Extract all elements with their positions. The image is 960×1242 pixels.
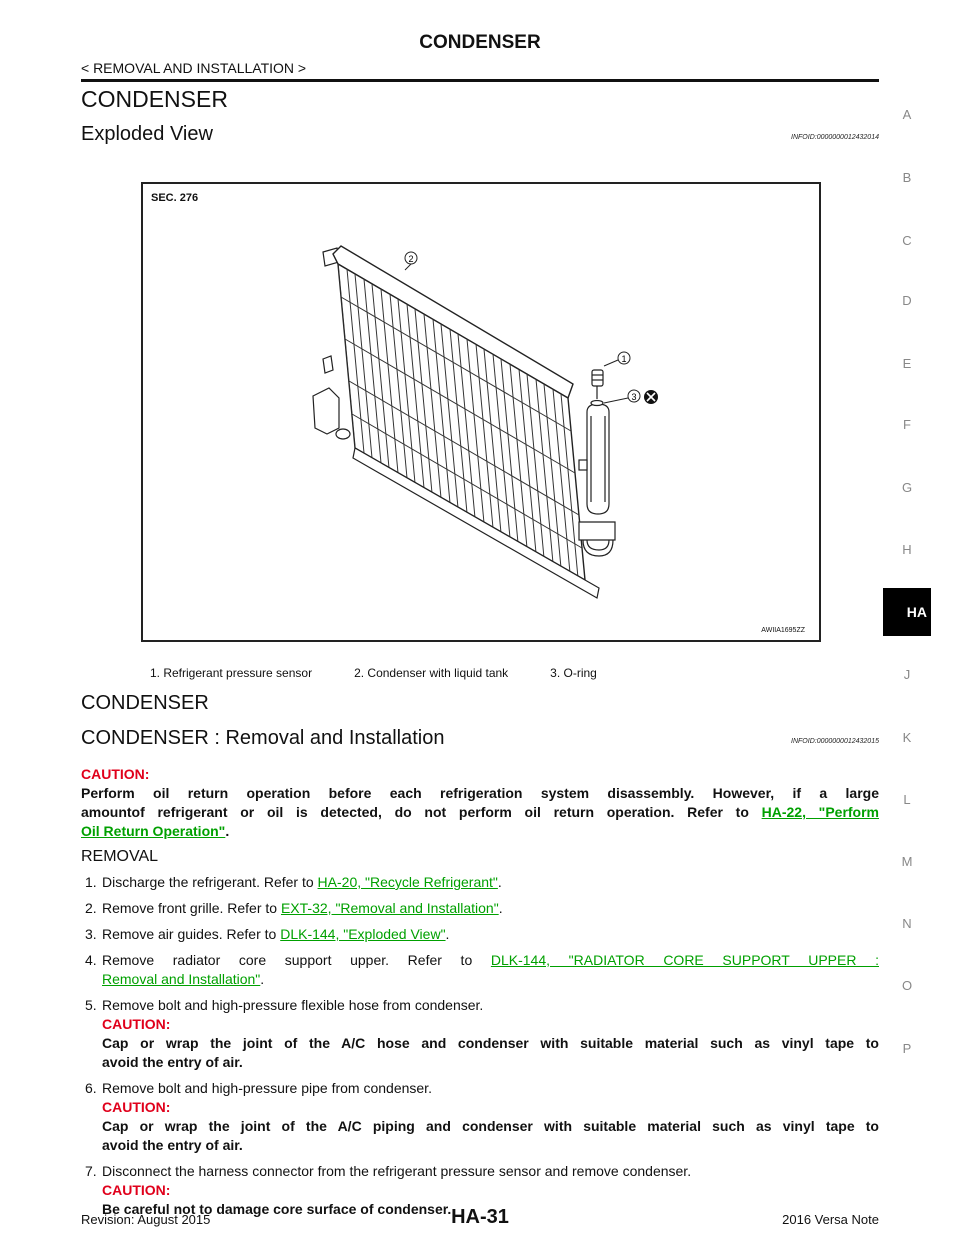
figure-legend [150, 666, 639, 680]
sidebar-letter-c[interactable]: C [902, 233, 912, 248]
sidebar-letter-j[interactable]: J [903, 667, 911, 682]
step-link[interactable]: DLK-144, "Exploded View" [280, 926, 446, 942]
step-caution-label: CAUTION: [102, 1099, 171, 1115]
callout-1-label: 1 [621, 354, 627, 364]
condenser-core [333, 246, 599, 598]
caution-line-1: Perform oil return operation before each refrigeration system disassembly. However, if a large [81, 785, 879, 801]
o-ring [591, 401, 603, 406]
section2-heading: CONDENSER [81, 692, 209, 714]
exploded-view-figure [141, 182, 821, 642]
section-subheading: Exploded View [81, 123, 213, 145]
replace-part-icon [644, 390, 658, 404]
step-number: 5. [85, 997, 97, 1013]
sidebar-letter-p[interactable]: P [902, 1041, 912, 1056]
sidebar-letter-l[interactable]: L [903, 792, 911, 807]
step-caution-text: Cap or wrap the joint of the A/C piping and condenser with suitable material such as vinyl tape to [102, 1118, 879, 1134]
caution-line-3 [81, 822, 879, 841]
sidebar-letter-a[interactable]: A [902, 107, 912, 122]
caution-line-2 [81, 803, 879, 822]
step-text: Remove air guides. Refer to [102, 926, 281, 942]
legend-item: 2. Condenser with liquid tank [354, 666, 509, 680]
section2-subheading: CONDENSER : Removal and Installation [81, 727, 445, 749]
step-text: Remove bolt and high-pressure pipe from condenser. [102, 1080, 432, 1096]
condenser-illustration [143, 184, 819, 640]
sidebar-active-tab[interactable] [883, 588, 931, 636]
step-link[interactable]: DLK-144, "RADIATOR CORE SUPPORT UPPER : [490, 952, 879, 968]
caution-line-3-tail: . [225, 823, 230, 839]
sidebar-letter-e[interactable]: E [902, 356, 912, 371]
step-link[interactable]: EXT-32, "Removal and Installation" [280, 900, 499, 916]
step-text: Remove front grille. Refer to [102, 900, 281, 916]
removal-steps [85, 873, 879, 1226]
removal-step-6 [85, 1079, 879, 1155]
step-4-line-1 [102, 951, 879, 970]
sidebar-active-label: HA [906, 604, 927, 620]
footer-page-number: HA-31 [451, 1206, 509, 1228]
step-tail: . [497, 874, 502, 890]
removal-step-3 [85, 925, 879, 944]
step-number: 1. [85, 874, 97, 890]
removal-step-2 [85, 899, 879, 918]
removal-step-1 [85, 873, 879, 892]
sidebar-letter-f[interactable]: F [903, 417, 911, 432]
step-text: Discharge the refrigerant. Refer to [102, 874, 318, 890]
sidebar-letter-b[interactable]: B [902, 170, 912, 185]
step-number: 2. [85, 900, 97, 916]
removal-heading: REMOVAL [81, 848, 159, 865]
sidebar-letter-d[interactable]: D [902, 293, 912, 308]
header-rule [81, 79, 879, 82]
liquid-tank [579, 404, 615, 556]
step-link[interactable]: HA-20, "Recycle Refrigerant" [317, 874, 498, 890]
callout-2-label: 2 [408, 254, 414, 264]
sidebar-letter-k[interactable]: K [902, 730, 912, 745]
footer-model: 2016 Versa Note [782, 1212, 879, 1227]
info-id: INFOID:0000000012432014 [791, 134, 879, 141]
legend-item: 1. Refrigerant pressure sensor [150, 666, 313, 680]
step-caution-text-2: avoid the entry of air. [102, 1137, 243, 1153]
sidebar-letter-h[interactable]: H [902, 542, 912, 557]
sidebar-letter-g[interactable]: G [901, 480, 913, 495]
caution-line-2-text: amountof refrigerant or oil is detected, do not perform oil return operation. Refer to [81, 804, 762, 820]
step-number: 6. [85, 1080, 97, 1096]
caution-label: CAUTION: [81, 766, 150, 782]
step-number: 4. [85, 952, 97, 968]
removal-step-5 [85, 996, 879, 1072]
sidebar-letter-n[interactable]: N [902, 916, 912, 931]
step-caution-text: Cap or wrap the joint of the A/C hose and condenser with suitable material such as vinyl tape to [102, 1035, 879, 1051]
footer-revision: Revision: August 2015 [81, 1212, 211, 1227]
sidebar-letter-o[interactable]: O [901, 978, 913, 993]
step-text: Disconnect the harness connector from the refrigerant pressure sensor and remove condenser. [102, 1163, 692, 1179]
step-caution-text: Be careful not to damage core surface of condenser. [102, 1201, 452, 1217]
step-link-continued[interactable]: Removal and Installation" [102, 971, 261, 987]
breadcrumb: < REMOVAL AND INSTALLATION > [81, 60, 307, 76]
pressure-sensor [592, 370, 603, 399]
caution-block [81, 765, 879, 841]
step-text: Remove bolt and high-pressure flexible hose from condenser. [102, 997, 484, 1013]
step-number: 7. [85, 1163, 97, 1179]
step-tail: . [260, 971, 265, 987]
step-4-line-2 [102, 970, 879, 989]
callout-3-label: 3 [631, 392, 637, 402]
removal-step-4 [85, 951, 879, 989]
figure-id: AWIIA1695ZZ [761, 627, 805, 634]
figure-section-label: SEC. 276 [151, 192, 199, 204]
caution-link-part-1[interactable]: HA-22, "Perform [761, 804, 879, 820]
info-id-2: INFOID:0000000012432015 [791, 738, 879, 745]
step-text: Remove radiator core support upper. Refer to [102, 952, 491, 968]
section-heading: CONDENSER [81, 86, 228, 112]
step-number: 3. [85, 926, 97, 942]
caution-link-part-2[interactable]: Oil Return Operation" [81, 823, 226, 839]
page-header-title: CONDENSER [419, 32, 541, 53]
step-tail: . [445, 926, 450, 942]
step-caution-label: CAUTION: [102, 1182, 171, 1198]
sidebar-letter-m[interactable]: M [901, 854, 913, 869]
legend-item: 3. O-ring [550, 666, 597, 680]
step-caution-label: CAUTION: [102, 1016, 171, 1032]
step-caution-text-2: avoid the entry of air. [102, 1054, 243, 1070]
step-tail: . [498, 900, 503, 916]
